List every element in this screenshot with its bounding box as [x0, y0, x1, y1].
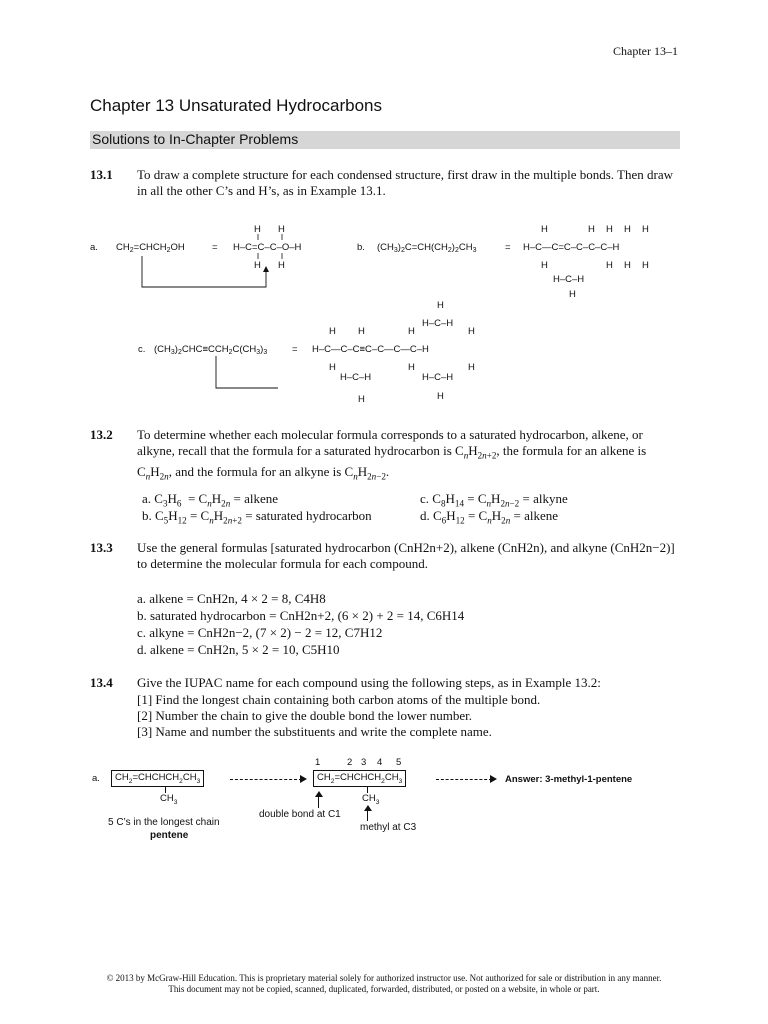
svg-text:H: H	[254, 260, 261, 271]
chain-box-left: $CH_2=CHCHCH_2CH_3$	[111, 770, 204, 787]
svg-text:H–C—C=C–C–C–C–H: H–C—C=C–C–C–C–H	[523, 242, 620, 253]
svg-text:H: H	[541, 260, 548, 271]
chain-name: pentene	[150, 830, 189, 841]
arrowhead-2	[490, 775, 497, 783]
svg-text:H: H	[569, 289, 576, 300]
svg-text:H: H	[642, 224, 649, 235]
svg-text:=: =	[212, 242, 218, 253]
running-head: Chapter 13–1	[613, 44, 678, 58]
problem-text-13-2-a: To determine whether each molecular formula corresponds to a saturated hydrocarbon, alkene, or alkyne, recall that the formula for a saturated hydrocarbon is C	[137, 427, 643, 458]
chain-number-4: 4	[377, 757, 383, 768]
problem-number-13-1: 13.1	[90, 167, 113, 182]
svg-text:H: H	[624, 224, 631, 235]
section-title: Solutions to In-Chapter Problems	[92, 131, 299, 147]
svg-text:H: H	[278, 260, 285, 271]
problem-text-13-2: To determine whether each molecular formula corresponds to a saturated hydrocarbon, alkene, or alkyne, recall that the formula for a saturated hydrocarbon is $C_nH_{2n+2}$, the formula for an alkene is $C_nH_{2n}$, and the formula for an alkyne is $C_nH_{2n-2}$.	[137, 427, 647, 482]
step-13-4-2: [2] Number the chain to give the double bond the lower number.	[137, 708, 473, 723]
branch-bond-right	[367, 786, 368, 793]
svg-text:H: H	[358, 326, 365, 337]
svg-text:H: H	[329, 326, 336, 337]
chain-number-2: 2	[347, 757, 353, 768]
answer-13-3-c: c. alkyne = CnH2n−2, (7 × 2) − 2 = 12, C7H12	[137, 625, 383, 640]
answer-13-2-d: d. $C_6H_{12} = C_nH_{2n}$ = alkene	[420, 508, 559, 526]
problem-text-13-2-c: , and the formula for an alkyne is C	[168, 463, 354, 479]
answer-13-3-b: b. saturated hydrocarbon = CnH2n+2, (6 × 2) + 2 = 14, C6H14	[137, 608, 465, 623]
svg-text:H: H	[624, 260, 631, 271]
methyl-left: $CH_3$	[160, 793, 178, 806]
structure-13-1-c	[130, 300, 500, 408]
svg-text:H: H	[329, 362, 336, 373]
answer-13-2-a: a. $C_3H_6 = C_nH_{2n}$ = alkene	[142, 491, 278, 509]
answer-13-4-a: Answer: 3-methyl-1-pentene	[505, 774, 633, 785]
pointer-arrowhead-2	[364, 805, 372, 811]
chapter-title: Chapter 13 Unsaturated Hydrocarbons	[90, 96, 382, 115]
problem-text-13-3: Use the general formulas [saturated hydrocarbon (CnH2n+2), alkene (CnH2n), and alkyne (CnH2n−2)] to determine the molecular formula for each compound.	[137, 540, 675, 571]
svg-text:c.: c.	[138, 344, 146, 355]
structure-13-1-a	[88, 220, 348, 292]
problem-number-13-2: 13.2	[90, 427, 113, 442]
svg-text:H: H	[468, 362, 475, 373]
methyl-right: $CH_3$	[362, 793, 380, 806]
svg-text:H: H	[408, 362, 415, 373]
svg-text:(CH3)2C=CH(CH2)2CH3: $(CH_3)_2C=CH(CH_2)_2CH_3$	[377, 242, 477, 254]
answer-13-2-c-desc: alkyne	[533, 491, 568, 506]
copyright-footer: © 2013 by McGraw-Hill Education. This is proprietary material solely for authorized instructor use. Not authorized for sale or distribution in any manner. This document may not be copied, scanned, duplicated, forwarded, distributed, or posted on a website, in whole or part.	[106, 973, 662, 994]
answer-13-3-a: a. alkene = CnH2n, 4 × 2 = 8, C4H8	[137, 591, 326, 606]
svg-text:H–C–H: H–C–H	[422, 372, 454, 383]
svg-text:H–C–H: H–C–H	[553, 274, 585, 285]
double-bond-note: double bond at C1	[259, 809, 341, 820]
svg-text:H: H	[541, 224, 548, 235]
svg-text:H: H	[278, 224, 285, 235]
step-13-4-1: [1] Find the longest chain containing both carbon atoms of the multiple bond.	[137, 692, 541, 707]
svg-text:CH2=CHCH2OH: $CH_2=CHCH_2OH$	[116, 242, 185, 254]
svg-text:H: H	[606, 224, 613, 235]
svg-text:H: H	[254, 224, 261, 235]
svg-text:b.: b.	[357, 242, 365, 253]
chain-number-3: 3	[361, 757, 367, 768]
svg-text:H: H	[358, 394, 365, 405]
svg-text:H–C–H: H–C–H	[340, 372, 372, 383]
example-label: a.	[92, 773, 100, 784]
answer-13-2-b-desc: saturated hydrocarbon	[255, 508, 372, 523]
dashed-arrow-2	[436, 779, 492, 780]
chain-left-note: 5 C’s in the longest chain	[108, 817, 220, 828]
problem-number-13-4: 13.4	[90, 675, 113, 690]
svg-text:H: H	[468, 326, 475, 337]
pointer-arrowhead-1	[315, 791, 323, 797]
svg-text:H: H	[606, 260, 613, 271]
chain-number-1: 1	[315, 757, 321, 768]
svg-text:(CH3)2CHC≡CCH2C(CH3)3: $(CH_3)_2CHC\equiv CCH_2C(CH_3)_3$	[154, 344, 268, 356]
step-13-4-3: [3] Name and number the substituents and write the complete name.	[137, 724, 492, 739]
answer-13-2-a-desc: alkene	[244, 491, 278, 506]
svg-text:H–C–H: H–C–H	[422, 318, 454, 329]
svg-text:H: H	[437, 391, 444, 402]
structure-13-1-b	[355, 220, 685, 300]
answer-13-2-d-desc: alkene	[524, 508, 559, 523]
problem-text-13-2-b: , the formula for an alkene is C	[137, 443, 647, 479]
answer-13-3-d: d. alkene = CnH2n, 5 × 2 = 10, C5H10	[137, 642, 340, 657]
svg-text:a.: a.	[90, 242, 98, 253]
problem-text-13-1: To draw a complete structure for each condensed structure, first draw in the multiple bonds. Then draw in all the other C’s and H’s, as in Example 13.1.	[137, 167, 674, 198]
problem-number-13-3: 13.3	[90, 540, 113, 555]
dashed-arrow-1	[230, 779, 302, 780]
svg-text:H: H	[437, 300, 444, 311]
svg-text:H: H	[588, 224, 595, 235]
svg-text:H–C—C–C≡C–C—C—C–H: H–C—C–C≡C–C—C—C–H	[312, 344, 429, 355]
svg-text:H–C=C–C–O–H: H–C=C–C–O–H	[233, 242, 302, 253]
svg-text:H: H	[408, 326, 415, 337]
branch-bond-left	[165, 786, 166, 793]
methyl-note: methyl at C3	[360, 822, 417, 833]
svg-text:=: =	[505, 242, 511, 253]
answer-13-2-c: c. $C_8H_{14} = C_nH_{2n-2}$ = alkyne	[420, 491, 568, 509]
problem-intro-13-4: Give the IUPAC name for each compound using the following steps, as in Example 13.2:	[137, 675, 601, 690]
svg-text:H: H	[642, 260, 649, 271]
chain-box-right: $CH_2=CHCHCH_2CH_3$	[313, 770, 406, 787]
section-bar	[90, 131, 680, 149]
svg-text:=: =	[292, 344, 298, 355]
answer-13-2-b: b. $C_5H_{12} = C_nH_{2n+2}$ = saturated hydrocarbon	[142, 508, 372, 526]
arrowhead-1	[300, 775, 307, 783]
chain-number-5: 5	[396, 757, 402, 768]
